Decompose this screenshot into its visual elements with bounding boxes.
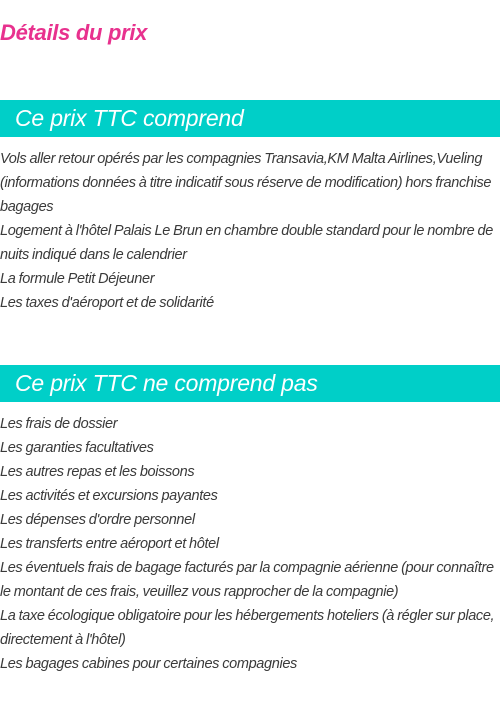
excluded-items-list [0, 412, 500, 676]
included-item: La formule Petit Déjeuner [0, 271, 155, 287]
included-item: Vols aller retour opérés par les compagnies Transavia,KM Malta Airlines,Vueling (informations données à titre indicatif sous réserve de modification) hors franchise bagages [0, 151, 492, 215]
excluded-item: Les frais de dossier [0, 416, 118, 432]
excluded-section-heading: Ce prix TTC ne comprend pas [0, 365, 500, 402]
included-item: Les taxes d'aéroport et de solidarité [0, 295, 214, 311]
excluded-item: Les dépenses d'ordre personnel [0, 512, 195, 528]
included-item: Logement à l'hôtel Palais Le Brun en chambre double standard pour le nombre de nuits indiqué dans le calendrier [0, 223, 493, 263]
excluded-item: Les activités et excursions payantes [0, 488, 218, 504]
excluded-item: Les bagages cabines pour certaines compagnies [0, 656, 297, 672]
page-title: Détails du prix [0, 20, 148, 45]
included-items-list [0, 147, 500, 315]
excluded-item: Les transferts entre aéroport et hôtel [0, 536, 219, 552]
excluded-item: Les éventuels frais de bagage facturés par la compagnie aérienne (pour connaître le montant de ces frais, veuillez vous rapprocher de la compagnie) [0, 560, 494, 600]
excluded-item: Les garanties facultatives [0, 440, 154, 456]
excluded-item: La taxe écologique obligatoire pour les hébergements hoteliers (à régler sur place, directement à l'hôtel) [0, 608, 495, 648]
excluded-item: Les autres repas et les boissons [0, 464, 195, 480]
included-section-heading: Ce prix TTC comprend [0, 100, 500, 137]
